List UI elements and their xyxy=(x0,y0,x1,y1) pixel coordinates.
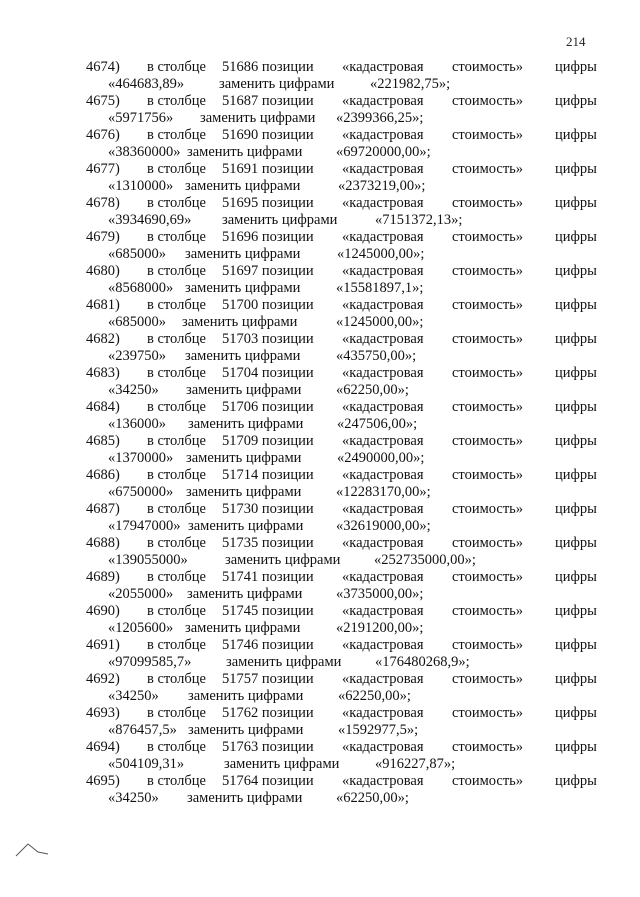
old-value: «6750000» xyxy=(108,484,174,500)
entry-number: 4677) xyxy=(86,161,120,177)
new-value: «2490000,00»; xyxy=(337,450,425,466)
old-value: «504109,31» xyxy=(108,756,185,772)
new-value: «62250,00»; xyxy=(336,382,409,398)
cadastral-word: «кадастровая xyxy=(342,399,424,415)
cadastral-word: «кадастровая xyxy=(342,59,424,75)
new-value: «221982,75»; xyxy=(370,76,451,92)
digits-word: цифры xyxy=(555,195,597,211)
replace-phrase: заменить цифрами xyxy=(219,76,335,92)
position-suffix: позиции xyxy=(261,467,314,483)
cadastral-word: «кадастровая xyxy=(342,773,424,789)
position-number: 51695 xyxy=(222,195,259,211)
position-number: 51762 xyxy=(222,705,259,721)
digits-word: цифры xyxy=(555,229,597,245)
old-value: «38360000» xyxy=(108,144,181,160)
cadastral-word: «кадастровая xyxy=(342,535,424,551)
old-value: «5971756» xyxy=(108,110,174,126)
entry-number: 4676) xyxy=(86,127,120,143)
entry-number: 4674) xyxy=(86,59,120,75)
old-value: «139055000» xyxy=(108,552,188,568)
digits-word: цифры xyxy=(555,671,597,687)
cadastral-word: «кадастровая xyxy=(342,671,424,687)
column-label: в столбце xyxy=(147,195,206,211)
cadastral-word: «кадастровая xyxy=(342,229,424,245)
value-word: стоимость» xyxy=(452,535,524,551)
replace-phrase: заменить цифрами xyxy=(224,756,340,772)
value-word: стоимость» xyxy=(452,263,524,279)
old-value: «239750» xyxy=(108,348,166,364)
replace-phrase: заменить цифрами xyxy=(185,348,301,364)
list-item xyxy=(0,739,640,773)
position-suffix: позиции xyxy=(261,705,314,721)
new-value: «1245000,00»; xyxy=(336,314,424,330)
position-suffix: позиции xyxy=(261,161,314,177)
old-value: «17947000» xyxy=(108,518,181,534)
list-item xyxy=(0,161,640,195)
cadastral-word: «кадастровая xyxy=(342,195,424,211)
replace-phrase: заменить цифрами xyxy=(226,654,342,670)
value-word: стоимость» xyxy=(452,705,524,721)
column-label: в столбце xyxy=(147,637,206,653)
entry-number: 4675) xyxy=(86,93,120,109)
list-item xyxy=(0,569,640,603)
new-value: «1592977,5»; xyxy=(338,722,419,738)
column-label: в столбце xyxy=(147,773,206,789)
position-label xyxy=(222,739,314,756)
value-word: стоимость» xyxy=(452,127,524,143)
entry-number: 4687) xyxy=(86,501,120,517)
cadastral-word: «кадастровая xyxy=(342,603,424,619)
new-value: «435750,00»; xyxy=(336,348,417,364)
pen-stroke-mark xyxy=(14,838,50,860)
position-number: 51764 xyxy=(222,773,259,789)
cadastral-word: «кадастровая xyxy=(342,297,424,313)
value-word: стоимость» xyxy=(452,773,524,789)
cadastral-word: «кадастровая xyxy=(342,501,424,517)
position-number: 51746 xyxy=(222,637,259,653)
old-value: «34250» xyxy=(108,688,159,704)
replace-phrase: заменить цифрами xyxy=(185,280,301,296)
replace-phrase: заменить цифрами xyxy=(182,314,298,330)
position-suffix: позиции xyxy=(261,93,314,109)
position-suffix: позиции xyxy=(261,229,314,245)
new-value: «2399366,25»; xyxy=(336,110,424,126)
old-value: «34250» xyxy=(108,382,159,398)
position-label xyxy=(222,229,314,246)
position-label xyxy=(222,637,314,654)
cadastral-word: «кадастровая xyxy=(342,569,424,585)
replace-phrase: заменить цифрами xyxy=(185,246,301,262)
list-item xyxy=(0,229,640,263)
position-number: 51697 xyxy=(222,263,259,279)
entry-number: 4680) xyxy=(86,263,120,279)
cadastral-word: «кадастровая xyxy=(342,365,424,381)
digits-word: цифры xyxy=(555,433,597,449)
list-item xyxy=(0,603,640,637)
replace-phrase: заменить цифрами xyxy=(188,722,304,738)
new-value: «15581897,1»; xyxy=(336,280,424,296)
column-label: в столбце xyxy=(147,263,206,279)
old-value: «685000» xyxy=(108,314,166,330)
entry-number: 4693) xyxy=(86,705,120,721)
new-value: «2191200,00»; xyxy=(336,620,424,636)
value-word: стоимость» xyxy=(452,467,524,483)
old-value: «464683,89» xyxy=(108,76,185,92)
replace-phrase: заменить цифрами xyxy=(185,178,301,194)
position-number: 51741 xyxy=(222,569,259,585)
replace-phrase: заменить цифрами xyxy=(186,450,302,466)
column-label: в столбце xyxy=(147,467,206,483)
replace-phrase: заменить цифрами xyxy=(187,144,303,160)
list-item xyxy=(0,467,640,501)
position-label xyxy=(222,297,314,314)
entry-number: 4682) xyxy=(86,331,120,347)
entry-number: 4691) xyxy=(86,637,120,653)
column-label: в столбце xyxy=(147,501,206,517)
list-item xyxy=(0,297,640,331)
entry-number: 4694) xyxy=(86,739,120,755)
list-item xyxy=(0,705,640,739)
cadastral-word: «кадастровая xyxy=(342,433,424,449)
value-word: стоимость» xyxy=(452,637,524,653)
old-value: «3934690,69» xyxy=(108,212,192,228)
digits-word: цифры xyxy=(555,467,597,483)
digits-word: цифры xyxy=(555,739,597,755)
entry-number: 4689) xyxy=(86,569,120,585)
new-value: «62250,00»; xyxy=(338,688,411,704)
value-word: стоимость» xyxy=(452,671,524,687)
cadastral-word: «кадастровая xyxy=(342,263,424,279)
digits-word: цифры xyxy=(555,127,597,143)
old-value: «8568000» xyxy=(108,280,174,296)
value-word: стоимость» xyxy=(452,161,524,177)
position-label xyxy=(222,671,314,688)
position-suffix: позиции xyxy=(261,127,314,143)
entry-number: 4690) xyxy=(86,603,120,619)
column-label: в столбце xyxy=(147,229,206,245)
position-label xyxy=(222,93,314,110)
position-suffix: позиции xyxy=(261,637,314,653)
entry-number: 4678) xyxy=(86,195,120,211)
column-label: в столбце xyxy=(147,297,206,313)
old-value: «97099585,7» xyxy=(108,654,192,670)
list-item xyxy=(0,671,640,705)
position-suffix: позиции xyxy=(261,501,314,517)
old-value: «1205600» xyxy=(108,620,174,636)
position-suffix: позиции xyxy=(261,297,314,313)
position-label xyxy=(222,773,314,790)
position-label xyxy=(222,399,314,416)
digits-word: цифры xyxy=(555,297,597,313)
digits-word: цифры xyxy=(555,365,597,381)
old-value: «1370000» xyxy=(108,450,174,466)
position-label xyxy=(222,501,314,518)
list-item xyxy=(0,535,640,569)
old-value: «685000» xyxy=(108,246,166,262)
old-value: «876457,5» xyxy=(108,722,177,738)
position-suffix: позиции xyxy=(261,331,314,347)
column-label: в столбце xyxy=(147,671,206,687)
old-value: «2055000» xyxy=(108,586,174,602)
new-value: «62250,00»; xyxy=(336,790,409,806)
new-value: «252735000,00»; xyxy=(374,552,476,568)
position-suffix: позиции xyxy=(261,433,314,449)
new-value: «1245000,00»; xyxy=(337,246,425,262)
list-item xyxy=(0,93,640,127)
column-label: в столбце xyxy=(147,535,206,551)
entry-number: 4695) xyxy=(86,773,120,789)
value-word: стоимость» xyxy=(452,603,524,619)
entry-number: 4692) xyxy=(86,671,120,687)
replace-phrase: заменить цифрами xyxy=(188,416,304,432)
digits-word: цифры xyxy=(555,535,597,551)
new-value: «69720000,00»; xyxy=(336,144,431,160)
column-label: в столбце xyxy=(147,59,206,75)
position-label xyxy=(222,569,314,586)
cadastral-word: «кадастровая xyxy=(342,161,424,177)
list-item xyxy=(0,195,640,229)
position-label xyxy=(222,161,314,178)
replace-phrase: заменить цифрами xyxy=(200,110,316,126)
digits-word: цифры xyxy=(555,501,597,517)
position-number: 51691 xyxy=(222,161,259,177)
column-label: в столбце xyxy=(147,433,206,449)
entry-number: 4684) xyxy=(86,399,120,415)
list-item xyxy=(0,263,640,297)
old-value: «34250» xyxy=(108,790,159,806)
column-label: в столбце xyxy=(147,603,206,619)
column-label: в столбце xyxy=(147,569,206,585)
position-suffix: позиции xyxy=(261,263,314,279)
column-label: в столбце xyxy=(147,399,206,415)
position-label xyxy=(222,195,314,212)
digits-word: цифры xyxy=(555,93,597,109)
new-value: «2373219,00»; xyxy=(338,178,426,194)
replace-phrase: заменить цифрами xyxy=(187,790,303,806)
position-number: 51700 xyxy=(222,297,259,313)
cadastral-word: «кадастровая xyxy=(342,705,424,721)
value-word: стоимость» xyxy=(452,501,524,517)
position-label xyxy=(222,59,314,76)
digits-word: цифры xyxy=(555,637,597,653)
column-label: в столбце xyxy=(147,739,206,755)
digits-word: цифры xyxy=(555,161,597,177)
entry-number: 4681) xyxy=(86,297,120,313)
cadastral-word: «кадастровая xyxy=(342,127,424,143)
position-number: 51704 xyxy=(222,365,259,381)
position-suffix: позиции xyxy=(261,569,314,585)
digits-word: цифры xyxy=(555,773,597,789)
position-number: 51730 xyxy=(222,501,259,517)
cadastral-word: «кадастровая xyxy=(342,739,424,755)
list-item xyxy=(0,331,640,365)
replace-phrase: заменить цифрами xyxy=(188,518,304,534)
position-label xyxy=(222,331,314,348)
position-number: 51690 xyxy=(222,127,259,143)
digits-word: цифры xyxy=(555,59,597,75)
column-label: в столбце xyxy=(147,127,206,143)
new-value: «3735000,00»; xyxy=(336,586,424,602)
list-item xyxy=(0,501,640,535)
digits-word: цифры xyxy=(555,331,597,347)
list-item xyxy=(0,59,640,93)
entry-number: 4683) xyxy=(86,365,120,381)
value-word: стоимость» xyxy=(452,331,524,347)
position-suffix: позиции xyxy=(261,535,314,551)
new-value: «176480268,9»; xyxy=(375,654,470,670)
value-word: стоимость» xyxy=(452,229,524,245)
cadastral-word: «кадастровая xyxy=(342,93,424,109)
list-item xyxy=(0,637,640,671)
value-word: стоимость» xyxy=(452,195,524,211)
entry-number: 4686) xyxy=(86,467,120,483)
old-value: «136000» xyxy=(108,416,166,432)
column-label: в столбце xyxy=(147,365,206,381)
cadastral-word: «кадастровая xyxy=(342,467,424,483)
new-value: «247506,00»; xyxy=(337,416,418,432)
digits-word: цифры xyxy=(555,705,597,721)
entry-number: 4688) xyxy=(86,535,120,551)
digits-word: цифры xyxy=(555,263,597,279)
cadastral-word: «кадастровая xyxy=(342,331,424,347)
position-suffix: позиции xyxy=(261,195,314,211)
position-label xyxy=(222,263,314,280)
new-value: «7151372,13»; xyxy=(375,212,463,228)
position-number: 51763 xyxy=(222,739,259,755)
list-item xyxy=(0,365,640,399)
position-label xyxy=(222,433,314,450)
replace-phrase: заменить цифрами xyxy=(188,688,304,704)
column-label: в столбце xyxy=(147,331,206,347)
position-label xyxy=(222,365,314,382)
value-word: стоимость» xyxy=(452,399,524,415)
position-suffix: позиции xyxy=(261,773,314,789)
value-word: стоимость» xyxy=(452,59,524,75)
old-value: «1310000» xyxy=(108,178,174,194)
digits-word: цифры xyxy=(555,603,597,619)
position-label xyxy=(222,535,314,552)
value-word: стоимость» xyxy=(452,569,524,585)
position-suffix: позиции xyxy=(261,365,314,381)
list-item xyxy=(0,773,640,807)
position-suffix: позиции xyxy=(261,739,314,755)
page-number: 214 xyxy=(566,34,586,49)
position-label xyxy=(222,467,314,484)
entry-number: 4679) xyxy=(86,229,120,245)
position-number: 51703 xyxy=(222,331,259,347)
position-number: 51696 xyxy=(222,229,259,245)
position-label xyxy=(222,705,314,722)
digits-word: цифры xyxy=(555,569,597,585)
replace-phrase: заменить цифрами xyxy=(222,212,338,228)
replace-phrase: заменить цифрами xyxy=(186,484,302,500)
position-label xyxy=(222,603,314,620)
replace-phrase: заменить цифрами xyxy=(185,620,301,636)
list-item xyxy=(0,433,640,467)
position-number: 51714 xyxy=(222,467,259,483)
replace-phrase: заменить цифрами xyxy=(225,552,341,568)
column-label: в столбце xyxy=(147,705,206,721)
value-word: стоимость» xyxy=(452,365,524,381)
value-word: стоимость» xyxy=(452,433,524,449)
entry-number: 4685) xyxy=(86,433,120,449)
position-number: 51757 xyxy=(222,671,259,687)
position-suffix: позиции xyxy=(261,399,314,415)
value-word: стоимость» xyxy=(452,297,524,313)
column-label: в столбце xyxy=(147,93,206,109)
value-word: стоимость» xyxy=(452,739,524,755)
position-suffix: позиции xyxy=(261,603,314,619)
list-item xyxy=(0,399,640,433)
cadastral-word: «кадастровая xyxy=(342,637,424,653)
position-number: 51706 xyxy=(222,399,259,415)
digits-word: цифры xyxy=(555,399,597,415)
position-suffix: позиции xyxy=(261,671,314,687)
position-label xyxy=(222,127,314,144)
replace-phrase: заменить цифрами xyxy=(186,382,302,398)
position-number: 51686 xyxy=(222,59,259,75)
amendment-list xyxy=(0,59,640,807)
value-word: стоимость» xyxy=(452,93,524,109)
column-label: в столбце xyxy=(147,161,206,177)
list-item xyxy=(0,127,640,161)
position-number: 51735 xyxy=(222,535,259,551)
position-suffix: позиции xyxy=(261,59,314,75)
new-value: «916227,87»; xyxy=(375,756,456,772)
new-value: «12283170,00»; xyxy=(336,484,431,500)
position-number: 51687 xyxy=(222,93,259,109)
new-value: «32619000,00»; xyxy=(336,518,431,534)
position-number: 51745 xyxy=(222,603,259,619)
position-number: 51709 xyxy=(222,433,259,449)
replace-phrase: заменить цифрами xyxy=(187,586,303,602)
